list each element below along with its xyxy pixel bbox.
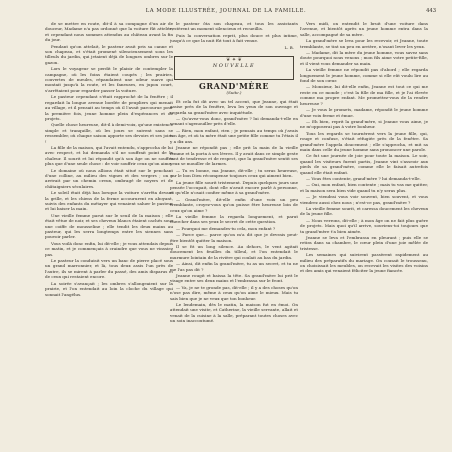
paragraph: — Parce que... parce qu'on m'a dit que je devrais peut-être bientôt quitter la maison. xyxy=(170,232,298,243)
paragraph: — Je viendrai vous voir souvent, bien souvent, et vous viendrez aussi chez nous ; n'est-ce pas, grand'mère ? xyxy=(300,194,428,205)
paragraph: Et cela fut dit avec un tel accent, que Jeanne, qui était assise près de la fenêtre, leva les yeux de son ouvrage et regarda sa grand'mère avec inquiétude. xyxy=(170,98,298,115)
paragraph: Puis la conversation reprit, plus douce et plus intime, jusqu'à ce que la nuit fût tout à fait venue. xyxy=(170,32,298,44)
paragraph: Le lendemain, dès le matin, la maison fut en émoi. On attendait une visite, et Catherine, la vieille servante, allait et venait de la cuisine à la salle, préparant toutes choses avec un soin inaccoutumé. xyxy=(170,302,298,324)
ornament-icon: ❦ ✦ ❦ xyxy=(226,57,242,64)
paragraph: — Va, je ne te gronde pas, dit-elle ; il y a des choses qu'on n'ose pas dire, même à ceux qu'on aime le mieux. Mais tu sais bien que je ne veux que ton bonheur. xyxy=(170,284,298,301)
paragraph: La vieille femme ne répondit pas d'abord ; elle regarda longuement le jeune homme, comme si elle eût voulu lire au fond de son cœur. xyxy=(300,67,428,84)
paragraph: La vieille femme la regarda longuement, et parut chercher dans ses yeux le secret de cette question. xyxy=(170,213,298,225)
paragraph: — Je vous le promets, madame, répondit le jeune homme d'une voix ferme et émue. xyxy=(300,107,428,118)
paragraph: Vers midi, on entendit le bruit d'une voiture dans l'avenue, et bientôt après un jeune homme entra dans la salle, accompagné de sa mère. xyxy=(300,21,428,37)
page-number: 443 xyxy=(426,8,436,14)
paragraph: — Madame, dit la mère du jeune homme, vous savez sans doute pourquoi nous venons ; mon fils aime votre petite-fille, et il vient vous demander sa main. xyxy=(300,50,428,66)
paragraph: Il se fit un long silence. Au dehors, le vent agitait doucement les feuilles du tilleul, et l'on entendait le murmure lointain de la rivière qui coulait au bas du jardin. xyxy=(170,244,298,260)
paragraph: La grand'mère se leva pour les recevoir, et Jeanne, toute tremblante, se tint un peu en arrière, n'osant lever les yeux. xyxy=(300,38,428,49)
paragraph: — Qu'avez-vous donc, grand'mère ? lui demanda-t-elle en venant s'agenouiller près d'elle. xyxy=(170,116,298,127)
paragraph: — Rien, mon enfant, rien ; je pensais au temps où j'avais ton âge, et où ta mère était une petite fille comme tu l'étais il y a dix ans. xyxy=(170,127,298,144)
column-2 xyxy=(170,21,298,439)
story-byline: (Suite.) xyxy=(226,90,242,96)
paragraph: Vous voilà donc enfin, lui dit-elle ; je vous attendais depuis ce matin, et je commençais à craindre que vous ne vinssiez pas. xyxy=(45,240,173,257)
paragraph: — Ainsi, dit enfin la grand'mère, tu as un secret, et tu ne me l'as pas dit ? xyxy=(170,261,298,272)
paragraph: — Grand'mère, dit-elle enfin d'une voix un peu tremblante, croyez-vous qu'on puisse être heureuse loin de ceux qu'on aime ? xyxy=(170,196,298,213)
paragraph: La jeune fille sourit tristement. Depuis quelques jours une pensée l'occupait, dont elle n'avait encore parlé à personne, et qu'elle n'osait confier même à sa grand'mère. xyxy=(170,179,298,196)
story-title: GRAND'MÈRE xyxy=(198,81,270,92)
paragraph: Le pasteur cependant s'était rapproché de la fenêtre ; il regardait la longue avenue bordée de peupliers qui menait au village, et il pensait au temps où il l'avait parcourue pour la première fois, jeune homme plein d'espérances et de projets. xyxy=(45,94,173,121)
paragraph: — Pourquoi me demandes-tu cela, mon enfant ? xyxy=(176,225,276,231)
story-banner xyxy=(174,56,294,80)
paragraph: — Tu es bonne, ma Jeanne, dit-elle ; tu seras heureuse, car le bon Dieu récompense toujours ceux qui aiment bien. xyxy=(170,167,298,179)
paragraph: Tous les regards se tournèrent vers la jeune fille, qui, rouge et confuse, s'était réfugiée près de la fenêtre. Sa grand'mère l'appela doucement ; elle s'approcha, et mit sa main dans celle du jeune homme sans prononcer une parole. xyxy=(300,130,428,152)
paragraph: Jeanne ne répondit pas ; elle prit la main de la vieille femme et la porta à ses lèvres. Il y avait dans ce simple geste tant de tendresse et de respect, que la grand'mère sentit ses yeux se mouiller de larmes. xyxy=(170,145,298,167)
paragraph: Le soleil était déjà bas lorsque la voiture s'arrêta devant la grille, et les chiens de la ferme accoururent en aboyant, suivis des enfants du métayer qui venaient saluer le pasteur et lui baiser la main. xyxy=(45,190,173,212)
signature: L. B. xyxy=(284,44,294,50)
paragraph: La vieille femme sourit, et caressa doucement les cheveux de la jeune fille. xyxy=(300,206,428,217)
paragraph: La fille de la maison, qui l'avait entendu, s'approcha de lui avec respect, et lui demanda s'il ne souffrait point de la chaleur. Il sourit et lui répondit qu'à son âge on ne souffre plus que d'une seule chose : de voir souffrir ceux qu'on aime. xyxy=(45,144,173,167)
paragraph: le pasteur ôta son chapeau, et tous les assistants restèrent un moment silencieux et recueillis. xyxy=(170,21,298,32)
column-1 xyxy=(45,21,173,439)
paragraph: — Oui, mon enfant, bien contente ; mais tu vas me quitter, et la maison sera bien vide quand tu n'y seras plus. xyxy=(300,182,428,193)
paragraph: — Nous verrons, dit-elle ; à mon âge on ne fait plus guère de projets. Mais quoi qu'il arrive, souviens-toi toujours que ta grand'mère t'a bien aimée. xyxy=(300,217,428,234)
paragraph: de se mettre en route, dit-il à sa compagne d'un air de douceur, Madame n'a pas ordonné que la voiture fût attelée, et cependant nous sommes attendus au château avant la fin du jour. xyxy=(45,21,173,43)
paragraph: — Monsieur, lui dit-elle enfin, Jeanne est tout ce qui me reste en ce monde ; c'est la fille de ma fille, et je l'ai élevée comme ma propre enfant. Me promettez-vous de la rendre heureuse ? xyxy=(300,84,428,106)
paragraph: Une vieille femme parut sur le seuil de la maison ; elle était vêtue de noir, et ses cheveux blancs étaient cachés sous une coiffe de mousseline ; elle tendit les deux mains au pasteur, qui les serra longtemps entre les siennes sans pouvoir parler. xyxy=(45,212,173,240)
banner-label: NOUVELLE xyxy=(212,63,256,70)
paragraph: Le domaine où nous allions était situé sur le penchant d'une colline, au milieu des vignes et des vergers ; on y arrivait par un chemin creux, ombragé de noyers et de châtaigniers séculaires. xyxy=(45,167,173,189)
paragraph: Lors le voyageur se perdit le plaisir de contempler la campagne, où les foins étaient coupés ; les prairies, couvertes de meules, répandaient une odeur suave qui montait jusqu'à la route, et les faneuses, en jupon court, s'arrêtaient pour regarder passer la voiture. xyxy=(45,66,173,93)
paragraph: Ce fut une journée de joie pour toute la maison. Le soir, quand les visiteurs furent partis, Jeanne vint s'asseoir aux pieds de sa grand'mère, comme elle le faisait autrefois quand elle était enfant. xyxy=(300,153,428,175)
paragraph: La soirée s'avançait ; les ombres s'allongeaient sur la prairie, et l'on entendait au loin la cloche du village qui sonnait l'angélus. xyxy=(45,280,173,297)
paragraph: Jeanne rougit et baissa la tête. Sa grand'mère lui prit le visage entre ses deux mains et l'embrassa sur le front. xyxy=(170,273,298,284)
paragraph: Les semaines qui suivirent passèrent rapidement au milieu des préparatifs du mariage. On cousait le trousseau, on choisissait les meubles, on recevait les visites des voisins et des amis qui venaient féliciter la jeune fiancée. xyxy=(300,252,428,274)
paragraph: — Vous êtes contente, grand'mère ? lui demanda-t-elle. xyxy=(306,175,421,181)
paragraph: — Eh bien, reprit la grand'mère, si Jeanne vous aime, je ne m'opposerai pas à votre bonheur. xyxy=(300,118,428,130)
paragraph: Jeanne se leva et l'embrassa en pleurant ; puis elle se retira dans sa chambre, le cœur plein d'une joie mêlée de tristesse. xyxy=(300,235,428,251)
paragraph: Le pasteur la conduisit vers un banc de pierre placé sous un grand marronnier, et là, tous deux assis l'un près de l'autre, ils se mirent à parler du passé, des amis disparus et de ceux qui restaient encore. xyxy=(45,258,173,280)
running-title: LA MODE ILLUSTRÉE, JOURNAL DE LA FAMILLE. xyxy=(145,8,307,14)
column-3 xyxy=(300,21,428,439)
paragraph: Quelle chose heureuse, dit-il à demi-voix, qu'une existence simple et tranquille, où les jours se suivent sans se ressembler, où chaque saison apporte ses devoirs et ses joies ! xyxy=(45,122,173,144)
paragraph: Pendant qu'on attelait, le pasteur avait pris sa canne et son chapeau, et s'était promené silencieusement sous les tilleuls du jardin, qui jetaient déjà de longues ombres sur le gazon. xyxy=(45,43,173,65)
